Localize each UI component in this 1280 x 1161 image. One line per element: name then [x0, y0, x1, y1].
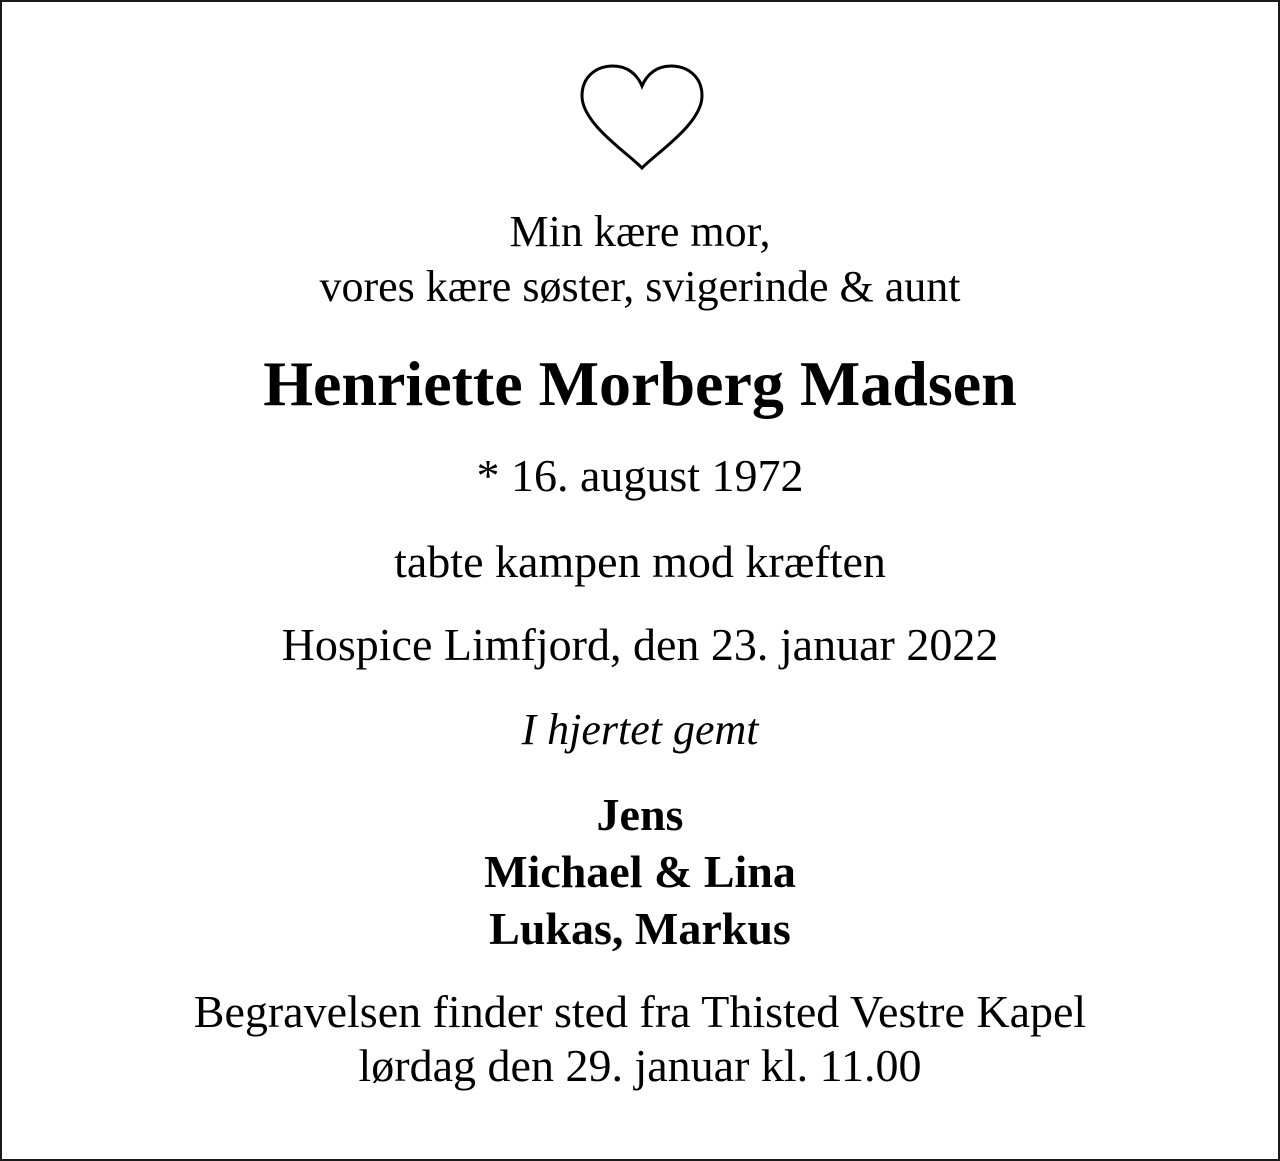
motto: I hjertet gemt	[521, 705, 759, 754]
funeral-line-2: lørdag den 29. januar kl. 11.00	[358, 1040, 922, 1091]
cause-text: tabte kampen mod kræften	[394, 536, 886, 587]
family-member: Michael & Lina	[484, 846, 796, 897]
family-member: Jens	[596, 789, 684, 840]
intro-line-2: vores kære søster, svigerinde & aunt	[319, 262, 961, 311]
birth-date: * 16. august 1972	[476, 450, 804, 501]
family-member: Lukas, Markus	[489, 903, 791, 954]
funeral-line-1: Begravelsen finder sted fra Thisted Vestre Kapel	[193, 986, 1087, 1037]
place-date: Hospice Limfjord, den 23. januar 2022	[281, 619, 999, 670]
deceased-name: Henriette Morberg Madsen	[263, 348, 1017, 419]
intro-line-1: Min kære mor,	[509, 207, 771, 256]
heart-outline-icon	[579, 64, 705, 172]
